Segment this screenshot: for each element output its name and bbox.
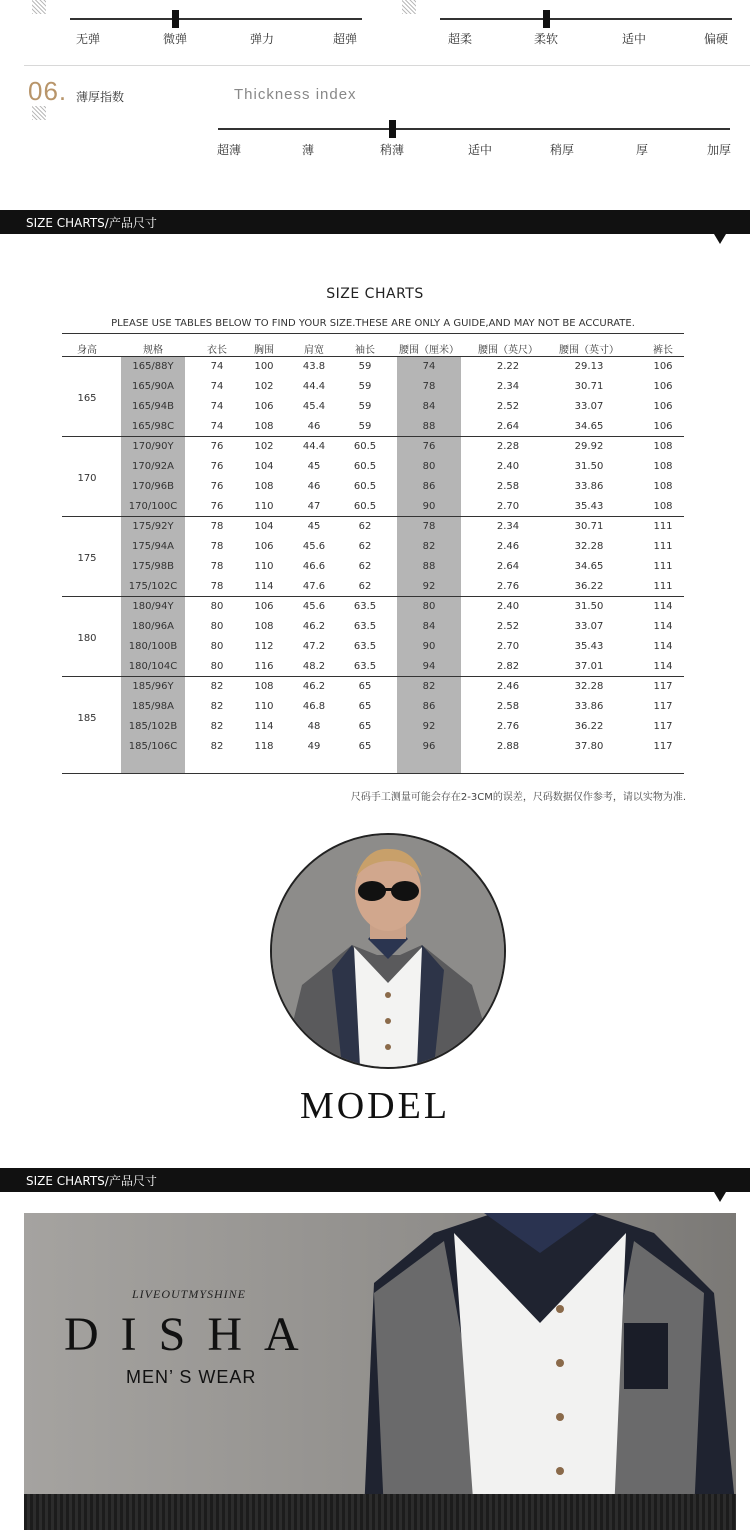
table-cell: 114 xyxy=(653,601,673,612)
table-cell: 106 xyxy=(254,601,274,612)
table-cell: 80 xyxy=(210,661,224,672)
table-cell: 116 xyxy=(254,661,274,672)
table-header: 腰围（英寸） xyxy=(559,345,619,356)
table-cell: 108 xyxy=(254,621,274,632)
thickness-label: 稍厚 xyxy=(549,143,575,157)
size-footnote: 尺码手工测量可能会存在2-3CM的误差，尺码数据仅作参考，请以实物为准. xyxy=(350,792,686,803)
softness-scale-line xyxy=(440,18,732,20)
elasticity-scale-line xyxy=(70,18,362,20)
table-cell: 45 xyxy=(307,521,321,532)
table-cell: 108 xyxy=(254,421,274,432)
table-cell: 49 xyxy=(307,741,321,752)
table-cell: 185/106C xyxy=(128,741,178,752)
section-bar xyxy=(0,1168,750,1192)
table-cell: 76 xyxy=(210,461,224,472)
table-cell: 84 xyxy=(422,621,436,632)
table-cell: 86 xyxy=(422,701,436,712)
model-illustration xyxy=(272,835,504,1067)
table-cell: 175/94A xyxy=(131,541,175,552)
table-cell: 78 xyxy=(422,381,436,392)
table-cell: 108 xyxy=(254,681,274,692)
table-cell: 111 xyxy=(653,581,673,592)
table-cell: 106 xyxy=(653,421,673,432)
height-cell: 165 xyxy=(77,393,97,404)
table-cell: 62 xyxy=(358,541,372,552)
table-cell: 2.70 xyxy=(496,501,520,512)
table-cell: 48.2 xyxy=(302,661,326,672)
model-label: MODEL xyxy=(299,1085,451,1127)
table-header: 袖长 xyxy=(355,345,375,356)
table-cell: 84 xyxy=(422,401,436,412)
hatch-decoration xyxy=(32,0,46,14)
table-cell: 2.64 xyxy=(496,561,520,572)
table-cell: 165/94B xyxy=(131,401,175,412)
table-cell: 80 xyxy=(210,621,224,632)
table-cell: 33.07 xyxy=(574,401,604,412)
section-bar-label: SIZE CHARTS/产品尺寸 xyxy=(26,1174,157,1188)
model-banner-illustration xyxy=(344,1213,736,1513)
table-cell: 30.71 xyxy=(574,381,604,392)
table-cell: 2.34 xyxy=(496,381,520,392)
table-cell: 59 xyxy=(358,361,372,372)
table-cell: 111 xyxy=(653,521,673,532)
table-cell: 170/90Y xyxy=(132,441,174,452)
table-cell: 2.22 xyxy=(496,361,520,372)
thickness-scale-line xyxy=(218,128,730,130)
table-cell: 114 xyxy=(254,721,274,732)
thickness-label: 加厚 xyxy=(706,143,732,157)
table-cell: 46.2 xyxy=(302,621,326,632)
table-cell: 2.70 xyxy=(496,641,520,652)
table-cell: 74 xyxy=(210,381,224,392)
table-cell: 2.40 xyxy=(496,601,520,612)
table-cell: 80 xyxy=(210,641,224,652)
table-cell: 82 xyxy=(210,741,224,752)
table-cell: 76 xyxy=(210,481,224,492)
table-rule xyxy=(62,333,684,334)
table-cell: 62 xyxy=(358,561,372,572)
table-cell: 106 xyxy=(653,401,673,412)
table-cell: 108 xyxy=(653,501,673,512)
table-cell: 2.52 xyxy=(496,621,520,632)
table-cell: 108 xyxy=(653,441,673,452)
table-cell: 74 xyxy=(210,361,224,372)
table-cell: 104 xyxy=(254,461,274,472)
size-chart-title: SIZE CHARTS xyxy=(326,286,424,302)
table-rule xyxy=(62,773,684,774)
thickness-label: 厚 xyxy=(635,143,649,157)
height-cell: 170 xyxy=(77,473,97,484)
banner-subtitle: MEN’ S WEAR xyxy=(126,1367,257,1387)
table-cell: 88 xyxy=(422,561,436,572)
table-cell: 45.6 xyxy=(302,541,326,552)
table-cell: 62 xyxy=(358,581,372,592)
table-cell: 74 xyxy=(210,421,224,432)
table-cell: 37.01 xyxy=(574,661,604,672)
table-cell: 114 xyxy=(653,621,673,632)
table-cell: 175/92Y xyxy=(132,521,174,532)
table-cell: 88 xyxy=(422,421,436,432)
table-cell: 114 xyxy=(254,581,274,592)
table-cell: 117 xyxy=(653,741,673,752)
table-cell: 2.76 xyxy=(496,721,520,732)
table-cell: 165/90A xyxy=(131,381,175,392)
table-cell: 185/102B xyxy=(128,721,178,732)
thickness-label: 薄 xyxy=(301,143,315,157)
table-cell: 2.34 xyxy=(496,521,520,532)
table-cell: 60.5 xyxy=(353,461,377,472)
table-cell: 92 xyxy=(422,721,436,732)
table-cell: 2.64 xyxy=(496,421,520,432)
table-cell: 36.22 xyxy=(574,721,604,732)
table-cell: 33.86 xyxy=(574,701,604,712)
table-cell: 44.4 xyxy=(302,381,326,392)
table-cell: 80 xyxy=(210,601,224,612)
section-bar xyxy=(0,210,750,234)
brand-banner xyxy=(24,1213,736,1530)
section-number: 06. xyxy=(28,76,68,106)
table-cell: 82 xyxy=(210,681,224,692)
table-cell: 63.5 xyxy=(353,601,377,612)
thickness-label: 稍薄 xyxy=(379,143,405,157)
table-cell: 2.40 xyxy=(496,461,520,472)
table-cell: 2.46 xyxy=(496,541,520,552)
table-cell: 112 xyxy=(254,641,274,652)
table-cell: 82 xyxy=(422,681,436,692)
table-cell: 170/100C xyxy=(128,501,178,512)
table-cell: 110 xyxy=(254,501,274,512)
table-rule xyxy=(62,596,684,597)
table-cell: 180/94Y xyxy=(132,601,174,612)
table-header: 规格 xyxy=(143,345,163,356)
table-cell: 60.5 xyxy=(353,501,377,512)
table-cell: 2.82 xyxy=(496,661,520,672)
table-cell: 78 xyxy=(210,521,224,532)
elasticity-label: 超弹 xyxy=(332,32,358,46)
brand-name: DISHA xyxy=(64,1308,321,1361)
table-cell: 82 xyxy=(422,541,436,552)
table-cell: 46.6 xyxy=(302,561,326,572)
table-cell: 92 xyxy=(422,581,436,592)
thickness-indicator xyxy=(389,120,396,138)
table-cell: 106 xyxy=(653,361,673,372)
table-cell: 44.4 xyxy=(302,441,326,452)
thickness-label: 超薄 xyxy=(216,143,242,157)
section-title: 薄厚指数 xyxy=(76,90,125,104)
table-cell: 78 xyxy=(210,561,224,572)
table-header: 胸围 xyxy=(254,345,274,356)
table-cell: 59 xyxy=(358,421,372,432)
table-cell: 31.50 xyxy=(574,601,604,612)
banner-tagline: LIVEOUTMYSHINE xyxy=(132,1287,247,1301)
table-cell: 80 xyxy=(422,601,436,612)
table-cell: 80 xyxy=(422,461,436,472)
table-cell: 63.5 xyxy=(353,641,377,652)
table-cell: 96 xyxy=(422,741,436,752)
table-cell: 2.88 xyxy=(496,741,520,752)
table-cell: 65 xyxy=(358,701,372,712)
table-cell: 74 xyxy=(210,401,224,412)
table-cell: 29.92 xyxy=(574,441,604,452)
table-cell: 108 xyxy=(254,481,274,492)
table-cell: 35.43 xyxy=(574,501,604,512)
table-cell: 2.28 xyxy=(496,441,520,452)
table-cell: 48 xyxy=(307,721,321,732)
table-cell: 106 xyxy=(254,401,274,412)
table-cell: 30.71 xyxy=(574,521,604,532)
table-cell: 108 xyxy=(653,481,673,492)
table-cell: 111 xyxy=(653,541,673,552)
table-cell: 114 xyxy=(653,661,673,672)
table-cell: 46.2 xyxy=(302,681,326,692)
table-cell: 110 xyxy=(254,561,274,572)
table-cell: 65 xyxy=(358,681,372,692)
table-cell: 29.13 xyxy=(574,361,604,372)
table-cell: 31.50 xyxy=(574,461,604,472)
thickness-label: 适中 xyxy=(467,143,493,157)
softness-indicator xyxy=(543,10,550,28)
table-cell: 65 xyxy=(358,741,372,752)
table-cell: 45.4 xyxy=(302,401,326,412)
table-cell: 33.86 xyxy=(574,481,604,492)
table-cell: 60.5 xyxy=(353,441,377,452)
table-cell: 63.5 xyxy=(353,621,377,632)
table-cell: 2.52 xyxy=(496,401,520,412)
table-cell: 2.46 xyxy=(496,681,520,692)
table-cell: 46 xyxy=(307,421,321,432)
table-header: 衣长 xyxy=(207,345,227,356)
table-cell: 43.8 xyxy=(302,361,326,372)
table-header: 腰围（英尺） xyxy=(478,345,538,356)
table-header: 腰围（厘米） xyxy=(399,345,459,356)
table-cell: 170/96B xyxy=(131,481,175,492)
softness-label: 偏硬 xyxy=(703,32,729,46)
table-cell: 78 xyxy=(422,521,436,532)
section-bar-label: SIZE CHARTS/产品尺寸 xyxy=(26,216,157,230)
table-cell: 47 xyxy=(307,501,321,512)
table-cell: 32.28 xyxy=(574,681,604,692)
table-cell: 100 xyxy=(254,361,274,372)
softness-label: 超柔 xyxy=(447,32,473,46)
table-cell: 82 xyxy=(210,701,224,712)
table-cell: 106 xyxy=(254,541,274,552)
table-cell: 108 xyxy=(653,461,673,472)
table-cell: 60.5 xyxy=(353,481,377,492)
table-cell: 180/96A xyxy=(131,621,175,632)
table-cell: 117 xyxy=(653,721,673,732)
table-cell: 165/88Y xyxy=(132,361,174,372)
elasticity-label: 无弹 xyxy=(75,32,101,46)
table-cell: 180/100B xyxy=(128,641,178,652)
elasticity-label: 弹力 xyxy=(249,32,275,46)
table-cell: 86 xyxy=(422,481,436,492)
table-cell: 62 xyxy=(358,521,372,532)
table-cell: 175/98B xyxy=(131,561,175,572)
table-cell: 45 xyxy=(307,461,321,472)
table-header: 肩宽 xyxy=(304,345,324,356)
table-header: 身高 xyxy=(77,345,97,356)
table-cell: 65 xyxy=(358,721,372,732)
divider xyxy=(24,65,750,66)
table-header: 裤长 xyxy=(653,345,673,356)
table-cell: 114 xyxy=(653,641,673,652)
table-cell: 111 xyxy=(653,561,673,572)
table-cell: 2.76 xyxy=(496,581,520,592)
section-title-en: Thickness index xyxy=(234,86,357,103)
table-cell: 110 xyxy=(254,701,274,712)
table-cell: 102 xyxy=(254,441,274,452)
softness-label: 适中 xyxy=(621,32,647,46)
table-cell: 90 xyxy=(422,641,436,652)
table-cell: 185/98A xyxy=(131,701,175,712)
table-cell: 106 xyxy=(653,381,673,392)
table-cell: 170/92A xyxy=(131,461,175,472)
table-cell: 47.2 xyxy=(302,641,326,652)
table-cell: 45.6 xyxy=(302,601,326,612)
height-cell: 175 xyxy=(77,553,97,564)
table-cell: 117 xyxy=(653,701,673,712)
height-cell: 185 xyxy=(77,713,97,724)
table-cell: 33.07 xyxy=(574,621,604,632)
table-rule xyxy=(62,356,684,357)
table-cell: 76 xyxy=(422,441,436,452)
table-cell: 117 xyxy=(653,681,673,692)
hatch-decoration xyxy=(402,0,416,14)
table-cell: 46.8 xyxy=(302,701,326,712)
table-cell: 78 xyxy=(210,581,224,592)
triangle-down-icon xyxy=(714,234,726,244)
table-cell: 76 xyxy=(210,501,224,512)
table-cell: 180/104C xyxy=(128,661,178,672)
height-cell: 180 xyxy=(77,633,97,644)
triangle-down-icon xyxy=(714,1192,726,1202)
table-cell: 36.22 xyxy=(574,581,604,592)
table-cell: 32.28 xyxy=(574,541,604,552)
table-cell: 104 xyxy=(254,521,274,532)
table-cell: 74 xyxy=(422,361,436,372)
table-cell: 82 xyxy=(210,721,224,732)
table-rule xyxy=(62,676,684,677)
table-cell: 102 xyxy=(254,381,274,392)
elasticity-label: 微弹 xyxy=(162,32,188,46)
table-cell: 2.58 xyxy=(496,701,520,712)
table-cell: 35.43 xyxy=(574,641,604,652)
table-cell: 46 xyxy=(307,481,321,492)
table-cell: 34.65 xyxy=(574,561,604,572)
table-cell: 63.5 xyxy=(353,661,377,672)
table-cell: 78 xyxy=(210,541,224,552)
table-cell: 47.6 xyxy=(302,581,326,592)
table-rule xyxy=(62,436,684,437)
banner-floor xyxy=(24,1494,736,1530)
table-cell: 37.80 xyxy=(574,741,604,752)
table-cell: 90 xyxy=(422,501,436,512)
table-cell: 185/96Y xyxy=(132,681,174,692)
table-cell: 165/98C xyxy=(131,421,175,432)
table-cell: 76 xyxy=(210,441,224,452)
hatch-decoration xyxy=(32,106,46,120)
size-chart-note: PLEASE USE TABLES BELOW TO FIND YOUR SIZE.THESE ARE ONLY A GUIDE,AND MAY NOT BE ACCURATE. xyxy=(111,318,635,329)
table-cell: 175/102C xyxy=(128,581,178,592)
table-rule xyxy=(62,516,684,517)
elasticity-indicator xyxy=(172,10,179,28)
table-cell: 94 xyxy=(422,661,436,672)
table-cell: 59 xyxy=(358,381,372,392)
table-cell: 59 xyxy=(358,401,372,412)
table-cell: 34.65 xyxy=(574,421,604,432)
model-photo xyxy=(270,833,506,1069)
softness-label: 柔软 xyxy=(533,32,559,46)
table-cell: 118 xyxy=(254,741,274,752)
table-cell: 2.58 xyxy=(496,481,520,492)
